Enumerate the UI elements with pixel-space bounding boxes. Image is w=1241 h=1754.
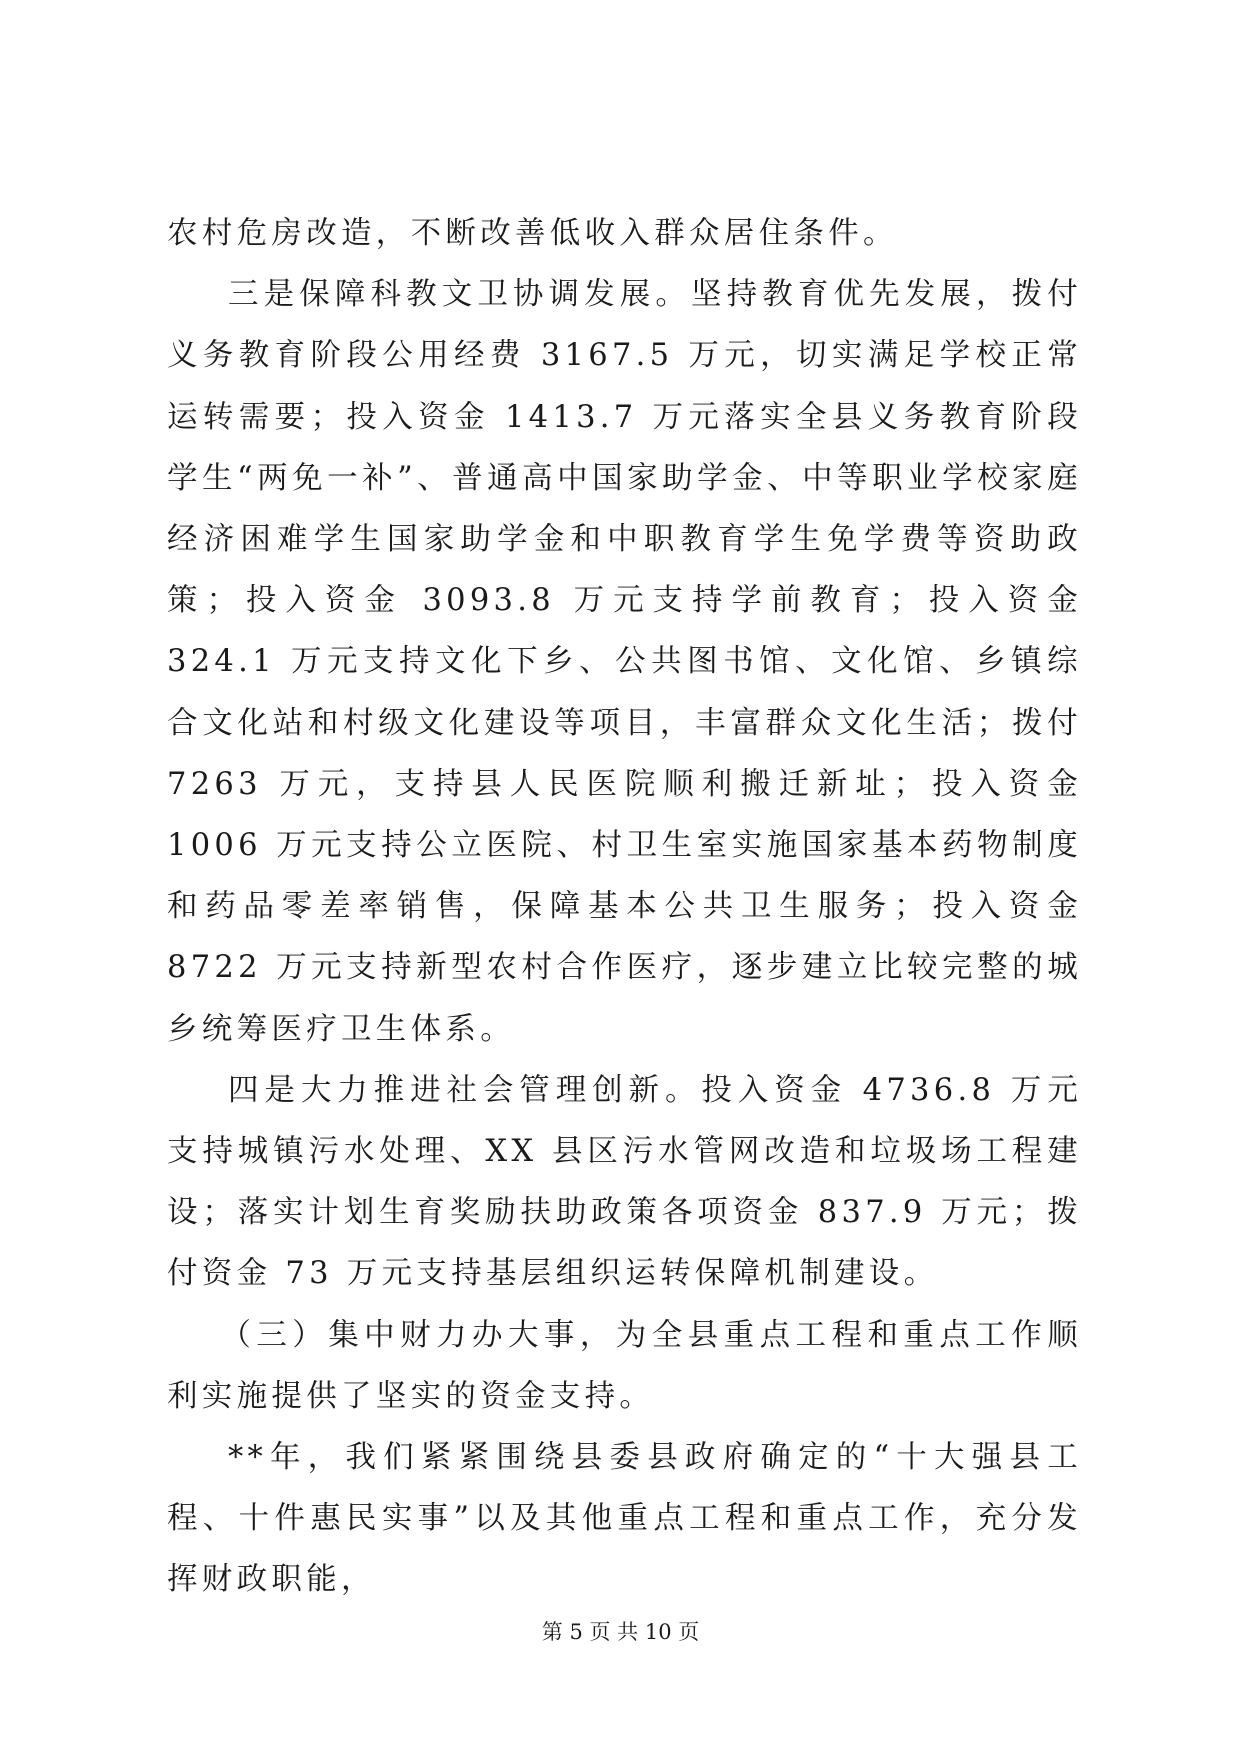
document-body bbox=[167, 203, 1082, 1611]
paragraph-section-3-body: **年，我们紧紧围绕县委县政府确定的“十大强县工程、十件惠民实事”以及其他重点工程和重点工作，充分发挥财政职能， bbox=[167, 1440, 1082, 1598]
paragraph-continuation: 农村危房改造，不断改善低收入群众居住条件。 bbox=[167, 216, 898, 251]
paragraph-point-4: 四是大力推进社会管理创新。投入资金 4736.8 万元支持城镇污水处理、XX 县区污水管网改造和垃圾场工程建设；落实计划生育奖励扶助政策各项资金 837.9 万元；拨付资金 73 万元支持基层组织运转保障机制建设。 bbox=[167, 1072, 1082, 1292]
section-3-heading: （三）集中财力办大事，为全县重点工程和重点工作顺利实施提供了坚实的资金支持。 bbox=[167, 1317, 1082, 1414]
paragraph-point-3: 三是保障科教文卫协调发展。坚持教育优先发展，拨付义务教育阶段公用经费 3167.5 万元，切实满足学校正常运转需要；投入资金 1413.7 万元落实全县义务教育阶段学生“两免一补”、普通高中国家助学金、中等职业学校家庭经济困难学生国家助学金和中职教育学生免学费等资助政策；投入资金 3093.8 万元支持学前教育；投入资金 324.1 万元支持文化下乡、公共图书馆、文化馆、乡镇综合文化站和村级文化建设等项目，丰富群众文化生活；拨付 7263 万元，支持县人民医院顺利搬迁新址；投入资金 1006 万元支持公立医院、村卫生室实施国家基本药物制度和药品零差率销售，保障基本公共卫生服务；投入资金 8722 万元支持新型农村合作医疗，逐步建立比较完整的城乡统筹医疗卫生体系。 bbox=[167, 277, 1082, 1047]
page-number-footer: 第 5 页 共 10 页 bbox=[541, 1620, 700, 1644]
